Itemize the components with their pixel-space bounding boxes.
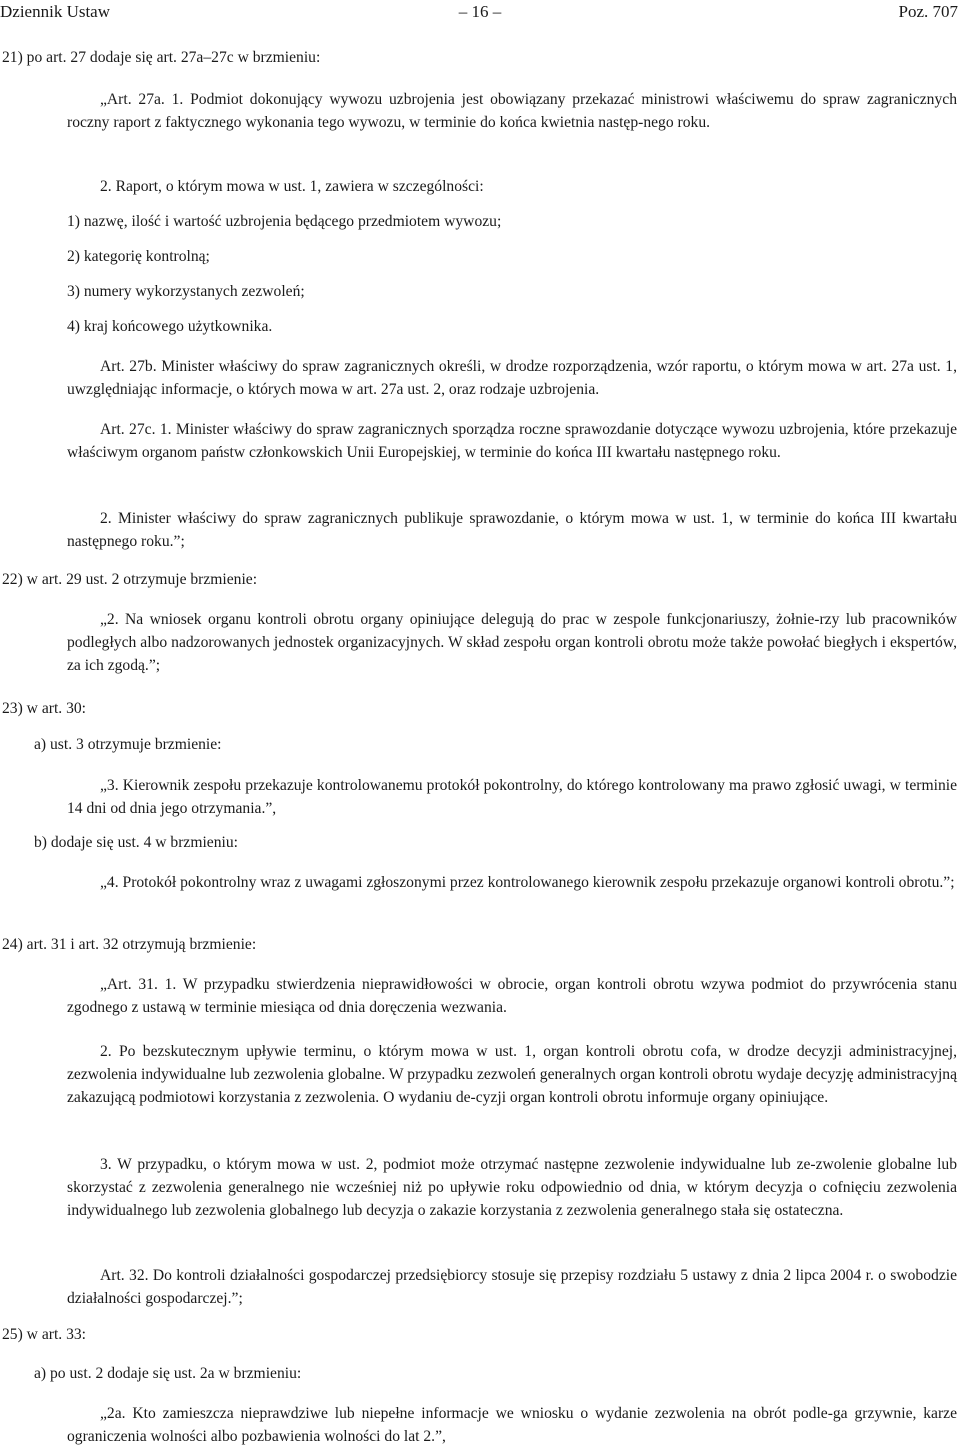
art-27a-item-1: 1) nazwę, ilość i wartość uzbrojenia będącego przedmiotem wywozu;: [67, 213, 502, 230]
point-24-intro: 24) art. 31 i art. 32 otrzymują brzmienie:: [2, 936, 257, 953]
art-27a-item-3: 3) numery wykorzystanych zezwoleń;: [67, 283, 305, 300]
art-30-par-4: „4. Protokół pokontrolny wraz z uwagami zgłoszonymi przez kontrolowanego kierownik zespołu przekazuje organowi kontroli obrotu.”;: [100, 874, 955, 891]
art-33-par-2a: „2a. Kto zamieszcza nieprawdziwe lub niepełne informacje we wniosku o wydanie zezwolenia na obrót podle-ga grzywnie, karze ograniczenia wolności albo pozbawienia wolności do lat 2.”,: [67, 1405, 957, 1445]
art-27c-par-1: Art. 27c. 1. Minister właściwy do spraw zagranicznych sporządza roczne sprawozdanie dotyczące wywozu uzbrojenia, które przekazuje właściwym organom państw członkowskich Unii Europejskiej, w terminie do końca III kwartału następnego roku.: [67, 421, 957, 461]
page-header: [0, 0, 960, 24]
art-31-par-2: 2. Po bezskutecznym upływie terminu, o którym mowa w ust. 1, organ kontroli obrotu cofa, w drodze decyzji administracyjnej, zezwolenia indywidualne lub zezwolenia globalne. W przypadku zezwoleń generalnych organ kontroli obrotu wydaje decyzję administracyjną zakazującą podmiotowi korzystania z zezwolenia. O wydaniu de-cyzji organ kontroli obrotu informuje organy opiniujące.: [67, 1043, 957, 1106]
point-25-a: a) po ust. 2 dodaje się ust. 2a w brzmieniu:: [34, 1365, 302, 1382]
journal-title: Dziennik Ustaw: [0, 2, 111, 21]
point-23-intro: 23) w art. 30:: [2, 700, 87, 717]
art-27a-item-2: 2) kategorię kontrolną;: [67, 248, 210, 265]
art-27b: Art. 27b. Minister właściwy do spraw zagranicznych określi, w drodze rozporządzenia, wzór raportu, o którym mowa w art. 27a ust. 1, uwzględniając informacje, o których mowa w art. 27a ust. 2, oraz rodzaje uzbrojenia.: [67, 358, 957, 398]
art-31-par-3: 3. W przypadku, o którym mowa w ust. 2, podmiot może otrzymać następne zezwolenie indywidualne lub ze-zwolenie globalne lub skorzystać z zezwolenia generalnego nie wcześniej niż po upływie roku odpowiednio od dnia, w którym decyzja o cofnięciu zezwolenia indywidualnego lub zezwolenia globalnego lub decyzja o zakazie korzystania z zezwolenia generalnego stała się ostateczna.: [67, 1156, 957, 1219]
art-29-par-2: „2. Na wniosek organu kontroli obrotu organy opiniujące delegują do prac w zespole funkcjonariuszy, żołnie-rzy lub pracowników podległych albo nadzorowanych jednostek organizacyjnych. W skład zespołu organ kontroli obrotu może także powołać biegłych i ekspertów, za ich zgodą.”;: [67, 611, 957, 674]
page-number: – 16 –: [458, 2, 502, 21]
point-22-intro: 22) w art. 29 ust. 2 otrzymuje brzmienie:: [2, 571, 258, 588]
art-27a-par-2: 2. Raport, o którym mowa w ust. 1, zawiera w szczególności:: [100, 178, 484, 195]
art-30-par-3: „3. Kierownik zespołu przekazuje kontrolowanemu protokół pokontrolny, do którego kontrolowany ma prawo zgłosić uwagi, w terminie 14 dni od dnia jego otrzymania.”,: [67, 777, 957, 817]
point-23-a: a) ust. 3 otrzymuje brzmienie:: [34, 736, 222, 753]
point-25-intro: 25) w art. 33:: [2, 1326, 87, 1343]
art-32: Art. 32. Do kontroli działalności gospodarczej przedsiębiorcy stosuje się przepisy rozdziału 5 ustawy z dnia 2 lipca 2004 r. o swobodzie działalności gospodarczej.”;: [67, 1267, 957, 1307]
art-27a-item-4: 4) kraj końcowego użytkownika.: [67, 318, 273, 335]
art-27c-par-2: 2. Minister właściwy do spraw zagranicznych publikuje sprawozdanie, o którym mowa w ust. 1, w terminie do końca III kwartału następnego roku.”;: [67, 510, 957, 550]
art-27a-par-1: „Art. 27a. 1. Podmiot dokonujący wywozu uzbrojenia jest obowiązany przekazać ministrowi właściwemu do spraw zagranicznych roczny raport z faktycznego wykonania tego wywozu, w terminie do końca kwietnia następ-nego roku.: [67, 91, 957, 131]
point-21-intro: 21) po art. 27 dodaje się art. 27a–27c w brzmieniu:: [2, 49, 321, 66]
point-23-b: b) dodaje się ust. 4 w brzmieniu:: [34, 834, 238, 851]
art-31-par-1: „Art. 31. 1. W przypadku stwierdzenia nieprawidłowości w obrocie, organ kontroli obrotu wzywa podmiot do przywrócenia stanu zgodnego z ustawą w terminie miesiąca od dnia doręczenia wezwania.: [67, 976, 957, 1016]
position-number: Poz. 707: [898, 2, 958, 21]
